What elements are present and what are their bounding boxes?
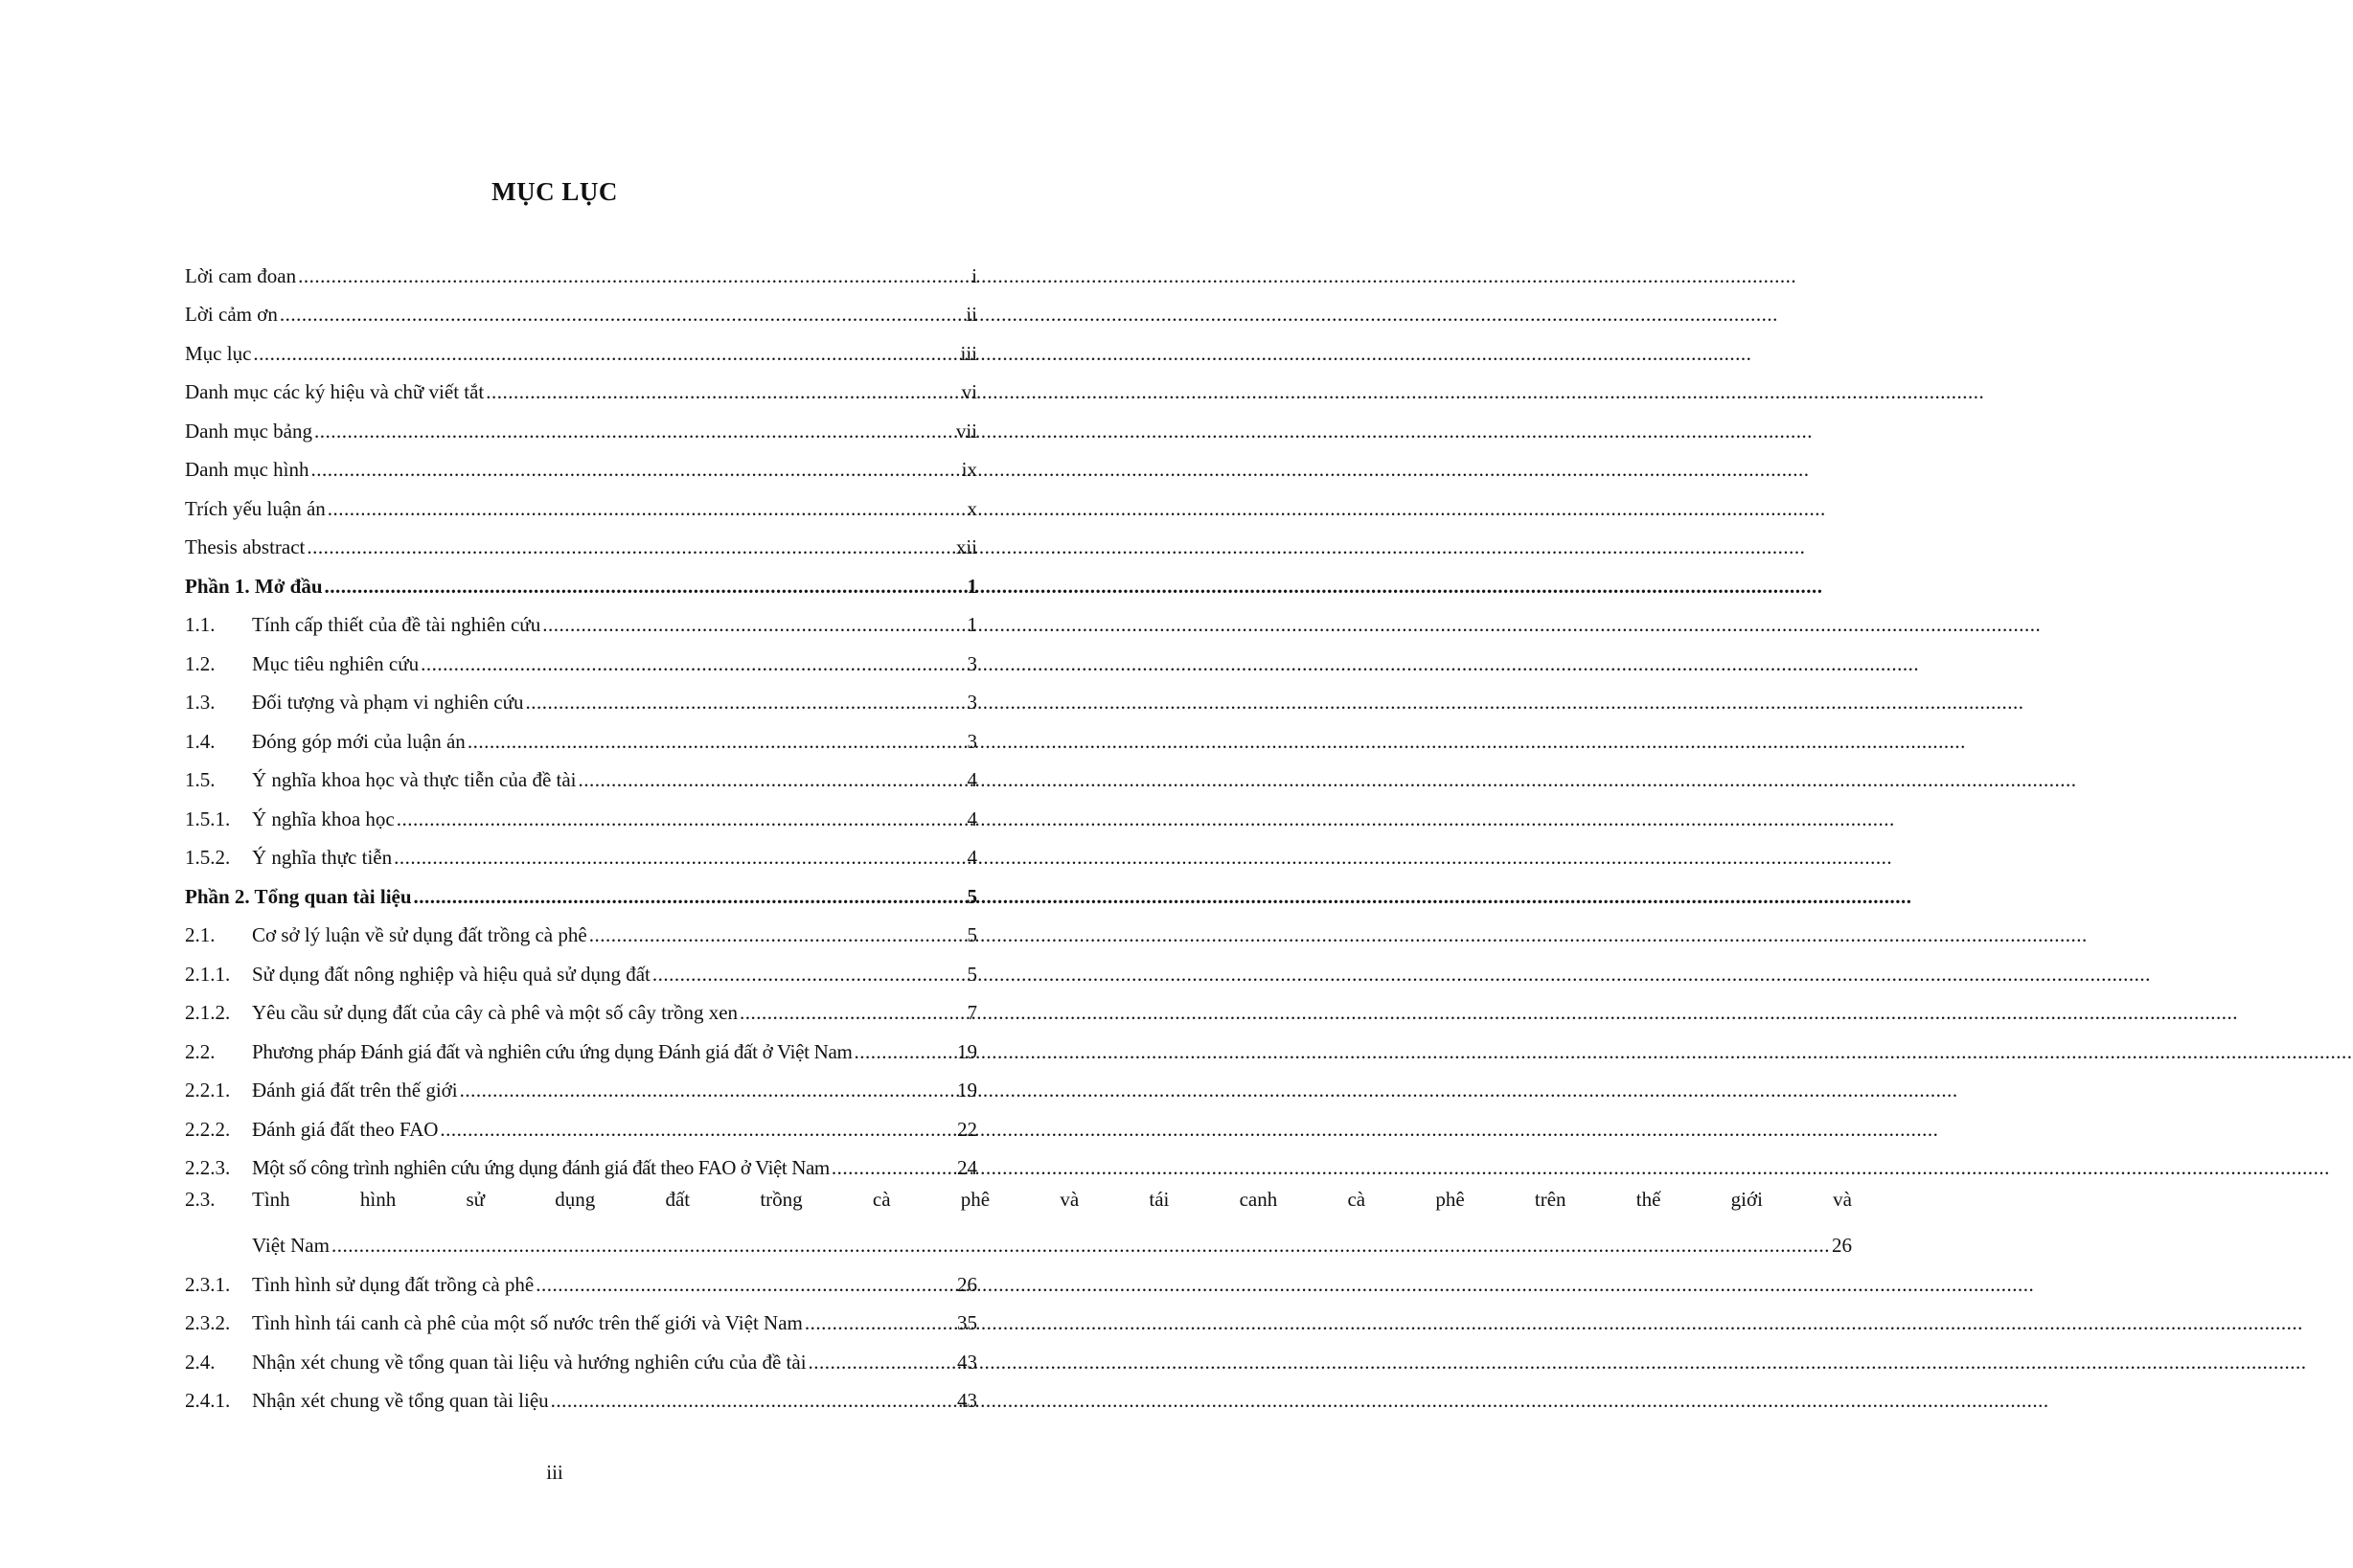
toc-entry-title: Danh mục các ký hiệu và chữ viết tắt — [185, 380, 485, 403]
dot-leader — [589, 922, 966, 947]
toc-entry[interactable] — [185, 599, 977, 638]
toc-entry-title: Trích yếu luận án — [185, 496, 326, 520]
toc-entry-number: 1.5.2. — [185, 846, 231, 869]
toc-entry-title: Một số công trình nghiên cứu ứng dụng đánh giá đất theo FAO ở Việt Nam — [252, 1156, 830, 1179]
toc-entry-title: Nhận xét chung về tổng quan tài liệu — [252, 1389, 549, 1412]
toc-entry[interactable] — [185, 676, 977, 716]
toc-entry[interactable] — [185, 1025, 977, 1064]
dot-leader — [397, 807, 966, 831]
dot-leader — [280, 302, 964, 327]
dot-leader — [855, 1039, 955, 1064]
dot-leader — [551, 1388, 955, 1413]
toc-entry-page: ix — [961, 458, 977, 481]
toc-entry[interactable] — [185, 1142, 977, 1181]
toc-entry-page: 19 — [957, 1039, 977, 1063]
toc-entry-page: 26 — [1831, 1234, 1852, 1257]
toc-entry-title: Lời cam đoan — [185, 263, 297, 287]
toc-entry-title: Thesis abstract — [185, 535, 306, 558]
toc-entry-page: 3 — [967, 691, 977, 714]
dot-leader — [579, 767, 966, 792]
dot-leader — [652, 962, 966, 987]
dot-leader — [394, 845, 965, 870]
toc-entry-title: Phần 2. Tổng quan tài liệu — [185, 884, 412, 908]
toc-entry[interactable] — [185, 831, 977, 871]
toc-entry-number: 2.3.1. — [185, 1272, 231, 1296]
toc-entry[interactable] — [185, 366, 977, 405]
toc-entry[interactable] — [185, 327, 977, 366]
dot-leader — [325, 574, 966, 599]
toc-entry-page: 1 — [967, 613, 977, 636]
toc-entry-title: Danh mục hình — [185, 458, 309, 481]
dot-leader — [460, 1078, 955, 1102]
toc-entry[interactable] — [185, 1102, 977, 1142]
toc-entry-page: 1 — [967, 574, 977, 598]
toc-entry-title: Tình hình tái canh cà phê của một số nước trên thế giới và Việt Nam — [252, 1311, 803, 1334]
toc-entry-number: 1.5.1. — [185, 807, 231, 830]
toc-entry-title: Ý nghĩa khoa học và thực tiễn của đề tài — [252, 768, 577, 791]
toc-part-heading[interactable] — [185, 559, 977, 599]
toc-entry[interactable] — [185, 288, 977, 328]
toc-entry-title: Phần 1. Mở đầu — [185, 574, 323, 598]
toc-entry[interactable] — [185, 1064, 977, 1103]
toc-entry-page: vii — [955, 419, 977, 443]
toc-entry-page: 43 — [957, 1350, 977, 1374]
toc-entry-number: 2.3.2. — [185, 1311, 231, 1334]
dot-leader — [526, 690, 966, 715]
dot-leader — [314, 419, 954, 443]
dot-leader — [542, 612, 965, 637]
toc-entry-page: xii — [955, 535, 977, 558]
toc-entry-number: 1.3. — [185, 691, 216, 714]
toc-entry[interactable] — [185, 909, 977, 948]
toc-entry-page: 22 — [957, 1117, 977, 1141]
toc-entry[interactable] — [185, 1180, 1852, 1258]
toc-entry-title: Danh mục bảng — [185, 419, 312, 443]
dot-leader — [468, 729, 966, 754]
dot-leader — [328, 496, 966, 521]
toc-entry-number: 2.4. — [185, 1350, 216, 1374]
toc-entry-title: Mục lục — [185, 341, 252, 365]
dot-leader — [307, 534, 953, 559]
toc-entry-number: 2.1. — [185, 923, 216, 946]
toc-entry[interactable] — [185, 443, 977, 483]
toc-entry-title: Tính cấp thiết của đề tài nghiên cứu — [252, 613, 541, 636]
toc-entry-page: 7 — [967, 1001, 977, 1024]
table-of-contents — [185, 249, 1852, 1413]
toc-entry-page: iii — [960, 341, 977, 365]
toc-entry-number: 1.2. — [185, 651, 216, 675]
toc-entry[interactable] — [185, 754, 977, 793]
toc-entry[interactable] — [185, 482, 977, 521]
toc-entry-page: 24 — [957, 1156, 977, 1179]
toc-entry[interactable] — [185, 521, 977, 560]
toc-entry-page: 4 — [967, 807, 977, 830]
toc-entry-page: 5 — [967, 923, 977, 946]
toc-entry-page: 35 — [957, 1311, 977, 1334]
toc-entry[interactable] — [185, 1375, 977, 1414]
toc-entry-title-continued: Việt Nam — [252, 1234, 330, 1257]
toc-entry-title: Ý nghĩa thực tiễn — [252, 846, 393, 869]
toc-entry-page: 4 — [967, 846, 977, 869]
toc-entry-number: 2.3. — [185, 1188, 216, 1211]
toc-entry[interactable] — [185, 1258, 977, 1297]
toc-entry[interactable] — [185, 1335, 977, 1375]
dot-leader — [414, 884, 966, 909]
toc-entry-page: 3 — [967, 729, 977, 753]
toc-entry-title: Đối tượng và phạm vi nghiên cứu — [252, 691, 524, 714]
toc-entry-page: 5 — [967, 884, 977, 908]
toc-entry-title: Cơ sở lý luận về sử dụng đất trồng cà phê — [252, 923, 587, 946]
dot-leader — [421, 651, 965, 676]
toc-entry[interactable] — [185, 637, 977, 676]
toc-entry-page: ii — [966, 303, 977, 326]
toc-entry-page: vi — [961, 380, 977, 403]
toc-entry-number: 2.2.3. — [185, 1156, 231, 1179]
dot-leader — [298, 263, 970, 288]
toc-entry-title: Đóng góp mới của luận án — [252, 729, 466, 753]
toc-entry-number: 1.5. — [185, 768, 216, 791]
dot-leader — [832, 1155, 955, 1180]
toc-entry-number: 2.4.1. — [185, 1389, 231, 1412]
toc-entry[interactable] — [185, 987, 977, 1026]
toc-entry-title: Phương pháp Đánh giá đất và nghiên cứu ứng dụng Đánh giá đất ở Việt Nam — [252, 1039, 853, 1063]
dot-leader — [310, 457, 959, 482]
toc-entry-title: Tình hình sử dụng đất trồng cà phê — [252, 1272, 535, 1296]
toc-entry-title: Đánh giá đất trên thế giới — [252, 1079, 458, 1102]
toc-entry-title: Sử dụng đất nông nghiệp và hiệu quả sử dụng đất — [252, 962, 651, 986]
toc-entry[interactable] — [185, 404, 977, 443]
dot-leader — [440, 1117, 955, 1142]
toc-entry-number: 2.2.2. — [185, 1117, 231, 1141]
toc-entry-page: 3 — [967, 651, 977, 675]
toc-entry-number: 2.2. — [185, 1039, 216, 1063]
toc-part-heading[interactable] — [185, 870, 977, 909]
toc-entry-title: Tình hình sử dụng đất trồng cà phê và tái canh cà phê trên thế giới và — [252, 1188, 1852, 1211]
toc-entry-title: Yêu cầu sử dụng đất của cây cà phê và một số cây trồng xen — [252, 1001, 739, 1024]
toc-entry[interactable] — [185, 249, 977, 288]
toc-entry[interactable] — [185, 715, 977, 754]
dot-leader — [805, 1310, 955, 1335]
toc-entry-title: Mục tiêu nghiên cứu — [252, 651, 420, 675]
toc-entry-title: Nhận xét chung về tổng quan tài liệu và hướng nghiên cứu của đề tài — [252, 1350, 807, 1374]
dot-leader — [253, 341, 958, 366]
toc-entry-number: 2.2.1. — [185, 1079, 231, 1102]
toc-entry-number: 2.1.2. — [185, 1001, 231, 1024]
toc-entry-page: 4 — [967, 768, 977, 791]
page-title: MỤC LỤC — [491, 177, 618, 206]
toc-entry-title: Lời cảm ơn — [185, 303, 278, 326]
toc-entry-page: 19 — [957, 1079, 977, 1102]
toc-entry-number: 2.1.1. — [185, 962, 231, 986]
toc-entry[interactable] — [185, 1297, 977, 1336]
toc-entry-page: i — [971, 263, 977, 287]
toc-entry-page: 5 — [967, 962, 977, 986]
toc-entry-title: Ý nghĩa khoa học — [252, 807, 395, 830]
toc-entry-number: 1.4. — [185, 729, 216, 753]
toc-entry[interactable] — [185, 947, 977, 987]
dot-leader — [486, 379, 959, 404]
toc-entry-page: x — [967, 496, 977, 520]
dot-leader — [740, 1000, 965, 1025]
dot-leader — [809, 1350, 955, 1375]
dot-leader — [536, 1272, 955, 1297]
toc-entry-page: 26 — [957, 1272, 977, 1296]
toc-entry-page: 43 — [957, 1389, 977, 1412]
page-number: iii — [546, 1461, 563, 1484]
toc-entry[interactable] — [185, 792, 977, 831]
toc-entry-title: Đánh giá đất theo FAO — [252, 1117, 439, 1141]
toc-entry-number: 1.1. — [185, 613, 216, 636]
dot-leader — [331, 1233, 1830, 1258]
